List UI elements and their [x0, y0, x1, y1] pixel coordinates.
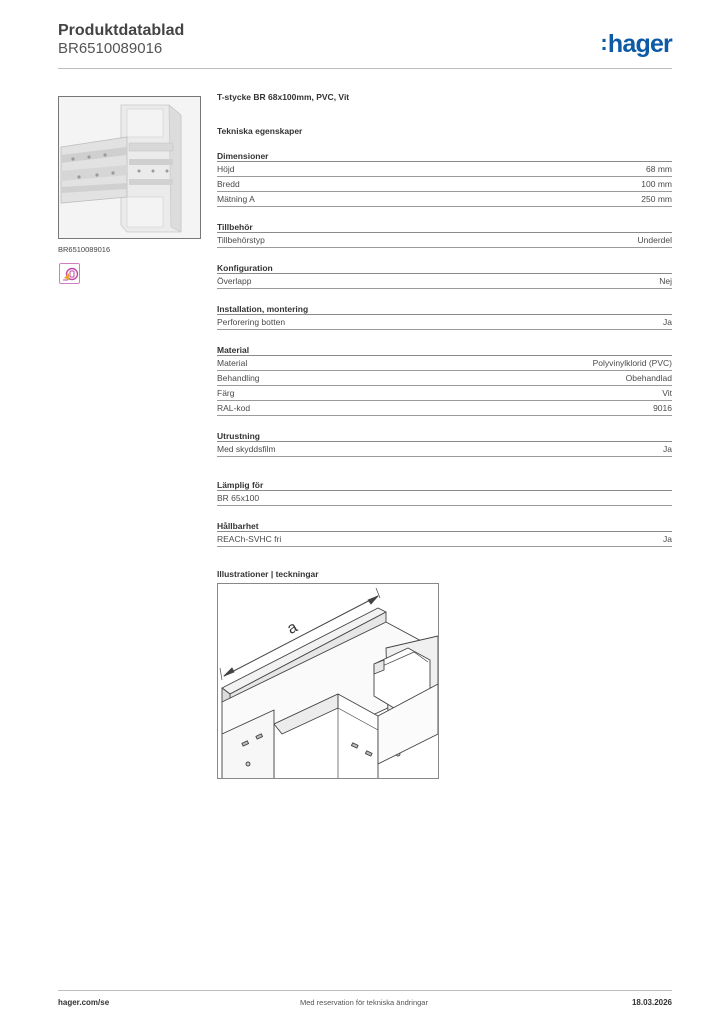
photo-caption: BR6510089016: [58, 245, 111, 254]
spec-row: [217, 491, 672, 506]
spec-content: [217, 92, 672, 579]
product-number: BR6510089016: [58, 40, 163, 57]
technical-drawing-svg: [218, 584, 439, 779]
spec-value: Ja: [663, 534, 672, 544]
technical-heading: Tekniska egenskaper: [217, 126, 303, 136]
footer-disclaimer: Med reservation för tekniska ändringar: [300, 998, 428, 1007]
footer-website-link[interactable]: hager.com/se: [58, 998, 110, 1007]
spec-row: [217, 371, 672, 386]
spec-label: BR 65x100: [217, 493, 260, 503]
spec-value: Nej: [659, 276, 672, 286]
spec-row: [217, 177, 672, 192]
spec-value: 250 mm: [641, 194, 672, 204]
recycling-badge-icon: [59, 263, 80, 284]
footer-divider: [58, 990, 672, 991]
spec-row: [217, 532, 672, 547]
spec-value: Underdel: [637, 235, 672, 245]
spec-label: Överlapp: [217, 276, 252, 286]
spec-value: 68 mm: [646, 164, 672, 174]
section-title: Installation, montering: [217, 303, 672, 315]
section-lamplig: [217, 479, 672, 506]
spec-row: [217, 233, 672, 248]
section-konfiguration: [217, 262, 672, 289]
footer-date: 18.03.2026: [631, 998, 672, 1007]
section-tillbehor: [217, 221, 672, 248]
section-title: Tillbehör: [217, 221, 672, 233]
spec-label: Med skyddsfilm: [217, 444, 276, 454]
dimension-label: a: [284, 618, 301, 638]
spec-value: Polyvinylklorid (PVC): [592, 358, 672, 368]
section-title: Dimensioner: [217, 150, 672, 162]
spec-label: Perforering botten: [217, 317, 286, 327]
spec-label: Mätning A: [217, 194, 255, 204]
spec-label: Tillbehörstyp: [217, 235, 265, 245]
spec-label: Färg: [217, 388, 235, 398]
spec-row: [217, 401, 672, 416]
section-title: Lämplig för: [217, 479, 672, 491]
illustrations-heading: Illustrationer | teckningar: [217, 569, 319, 579]
spec-row: [217, 356, 672, 371]
spec-row: [217, 442, 672, 457]
technical-drawing: [217, 583, 439, 779]
spec-value: Ja: [663, 444, 672, 454]
product-title: T-stycke BR 68x100mm, PVC, Vit: [217, 92, 350, 102]
product-photo: [58, 96, 201, 239]
page-title: Produktdatablad: [58, 22, 185, 39]
section-dimensioner: [217, 150, 672, 207]
logo-text: hager: [607, 30, 672, 58]
section-title: Utrustning: [217, 430, 672, 442]
section-material: [217, 344, 672, 416]
spec-value: 100 mm: [641, 179, 672, 189]
spec-value: Ja: [663, 317, 672, 327]
spec-label: Höjd: [217, 164, 235, 174]
section-title: Material: [217, 344, 672, 356]
spec-value: 9016: [653, 403, 672, 413]
section-title: Hållbarhet: [217, 520, 672, 532]
spec-label: RAL-kod: [217, 403, 251, 413]
spec-row: [217, 162, 672, 177]
section-title: Konfiguration: [217, 262, 672, 274]
header-divider: [58, 68, 672, 69]
spec-label: Behandling: [217, 373, 260, 383]
spec-label: Material: [217, 358, 248, 368]
product-photo-drawing: [59, 97, 201, 239]
spec-row: [217, 386, 672, 401]
spec-row: [217, 274, 672, 289]
section-utrustning: [217, 430, 672, 457]
spec-label: REACh-SVHC fri: [217, 534, 282, 544]
spec-row: [217, 192, 672, 207]
spec-value: Obehandlad: [625, 373, 672, 383]
spec-label: Bredd: [217, 179, 240, 189]
hager-logo: :hager: [600, 30, 672, 58]
section-installation: [217, 303, 672, 330]
section-hallbarhet: [217, 520, 672, 547]
spec-value: Vit: [662, 388, 672, 398]
spec-row: [217, 315, 672, 330]
